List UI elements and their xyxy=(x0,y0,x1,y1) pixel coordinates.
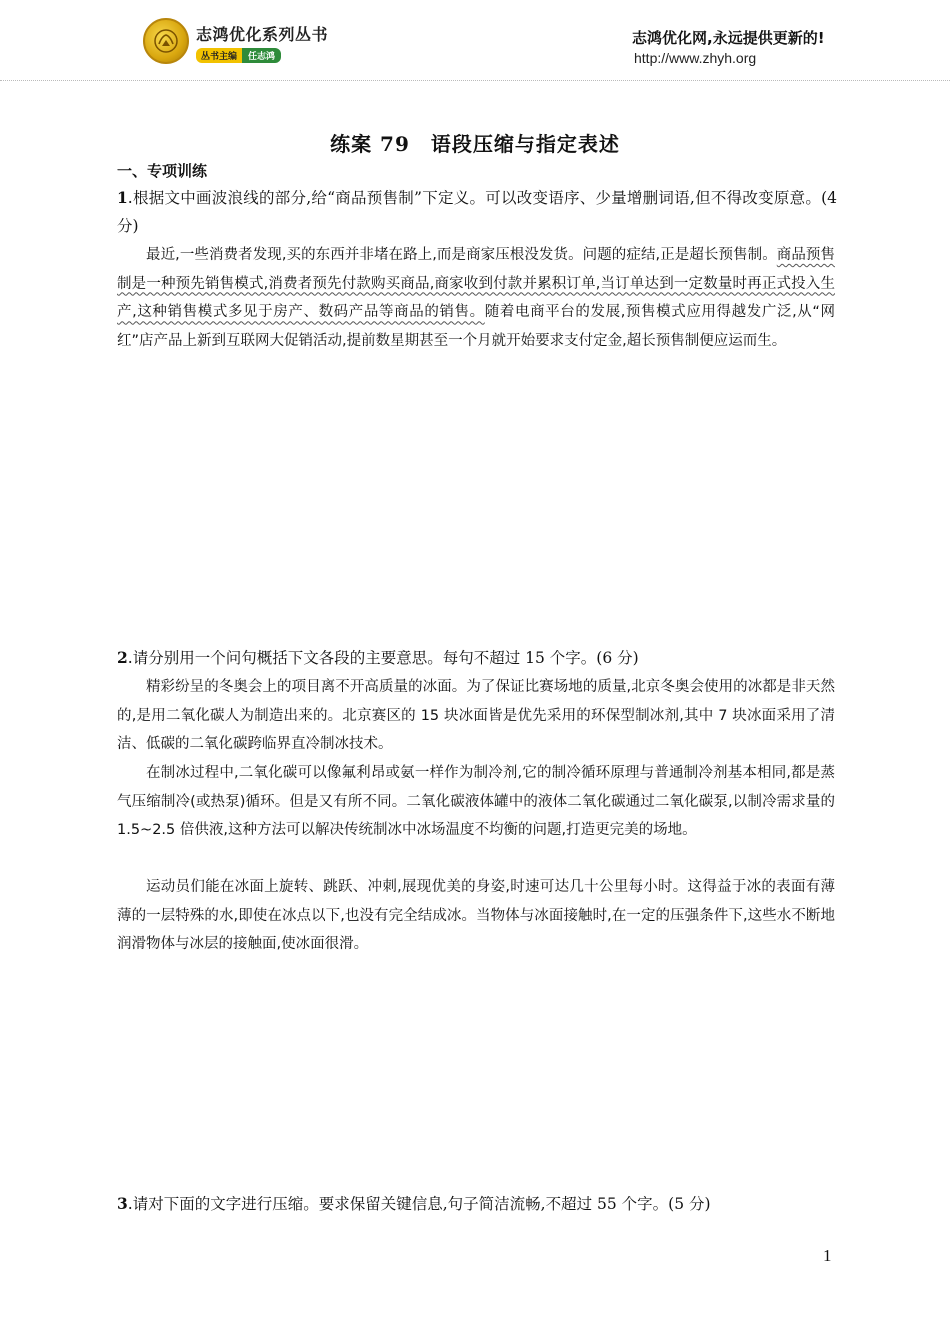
editor-label: 丛书主编 xyxy=(196,48,242,63)
question-2-paragraph: 在制冰过程中,二氧化碳可以像氟利昂或氨一样作为制冷剂,它的制冷循环原理与普通制冷剂基本相同,都是蒸气压缩制冷(或热泵)循环。但是又有所不同。二氧化碳液体罐中的液体二氧化碳通过二氧化碳泵,以制冷需求量的 1.5~2.5 倍供液,这种方法可以解决传统制冰中冰场温度不均衡的问题,打造更完美的场地。 xyxy=(117,765,835,839)
wavy-underlined-text: 商品预售制是一种预先销售模式,消费者预先付款购买商品,商家收到付款并累积订单,当订单达到一定数量时再正式投入生产,这种销售模式多见于房产、数码产品等商品的销售。 xyxy=(117,247,835,321)
question-number: 1 xyxy=(117,188,128,207)
question-2-paragraph: 运动员们能在冰面上旋转、跳跃、冲刺,展现优美的身姿,时速可达几十公里每小时。这得益于冰的表面有薄薄的一层特殊的水,即使在冰点以下,也没有完全结成冰。当物体与冰面接触时,在一定的压强条件下,这些水不断地润滑物体与冰层的接触面,使冰面很滑。 xyxy=(117,879,835,953)
page-header xyxy=(0,0,950,80)
header-divider xyxy=(0,80,950,81)
question-number: 2 xyxy=(117,648,128,667)
passage-text: 随着电商平台的发展,预售模式应用得越发广泛,从“网红”店产品上新到互联网大促销活动,提前数星期甚至一个月就开始要求支付定金,超长预售制便应运而生。 xyxy=(117,304,836,350)
page-number: 1 xyxy=(823,1246,832,1265)
question-prompt: .请对下面的文字进行压缩。要求保留关键信息,句子简洁流畅,不超过 55 个字。(5 分) xyxy=(127,1195,711,1213)
editor-name: 任志鸿 xyxy=(242,48,281,63)
question-prompt: .请分别用一个问句概括下文各段的主要意思。每句不超过 15 个字。(6 分) xyxy=(127,649,639,667)
question-3 xyxy=(117,1190,837,1218)
question-2-paragraph: 精彩纷呈的冬奥会上的项目离不开高质量的冰面。为了保证比赛场地的质量,北京冬奥会使用的冰都是非天然的,是用二氧化碳人为制造出来的。北京赛区的 15 块冰面皆是优先采用的环保型制冰剂,其中 7 块冰面采用了清洁、低碳的二氧化碳跨临界直冷制冰技术。 xyxy=(117,679,835,753)
question-1 xyxy=(117,184,837,240)
question-1-passage xyxy=(117,241,835,356)
question-number: 3 xyxy=(117,1194,128,1213)
passage-text: 最近,一些消费者发现,买的东西并非堵在路上,而是商家压根没发货。问题的症结,正是超长预售制。 xyxy=(146,247,777,263)
series-logo xyxy=(143,18,189,64)
site-url[interactable]: http://www.zhyh.org xyxy=(634,50,757,66)
laurel-seal-icon xyxy=(153,28,179,54)
question-prompt: .根据文中画波浪线的部分,给“商品预售制”下定义。可以改变语序、少量增删词语,但不得改变原意。(4 分) xyxy=(117,189,837,235)
page-title: 练案 79 语段压缩与指定表述 xyxy=(330,132,620,156)
question-2 xyxy=(117,644,837,672)
site-slogan: 志鸿优化网,永远提供更新的! xyxy=(632,29,825,47)
section-heading: 一、专项训练 xyxy=(117,162,208,180)
series-title: 志鸿优化系列丛书 xyxy=(196,25,329,44)
editor-credit xyxy=(196,48,281,62)
